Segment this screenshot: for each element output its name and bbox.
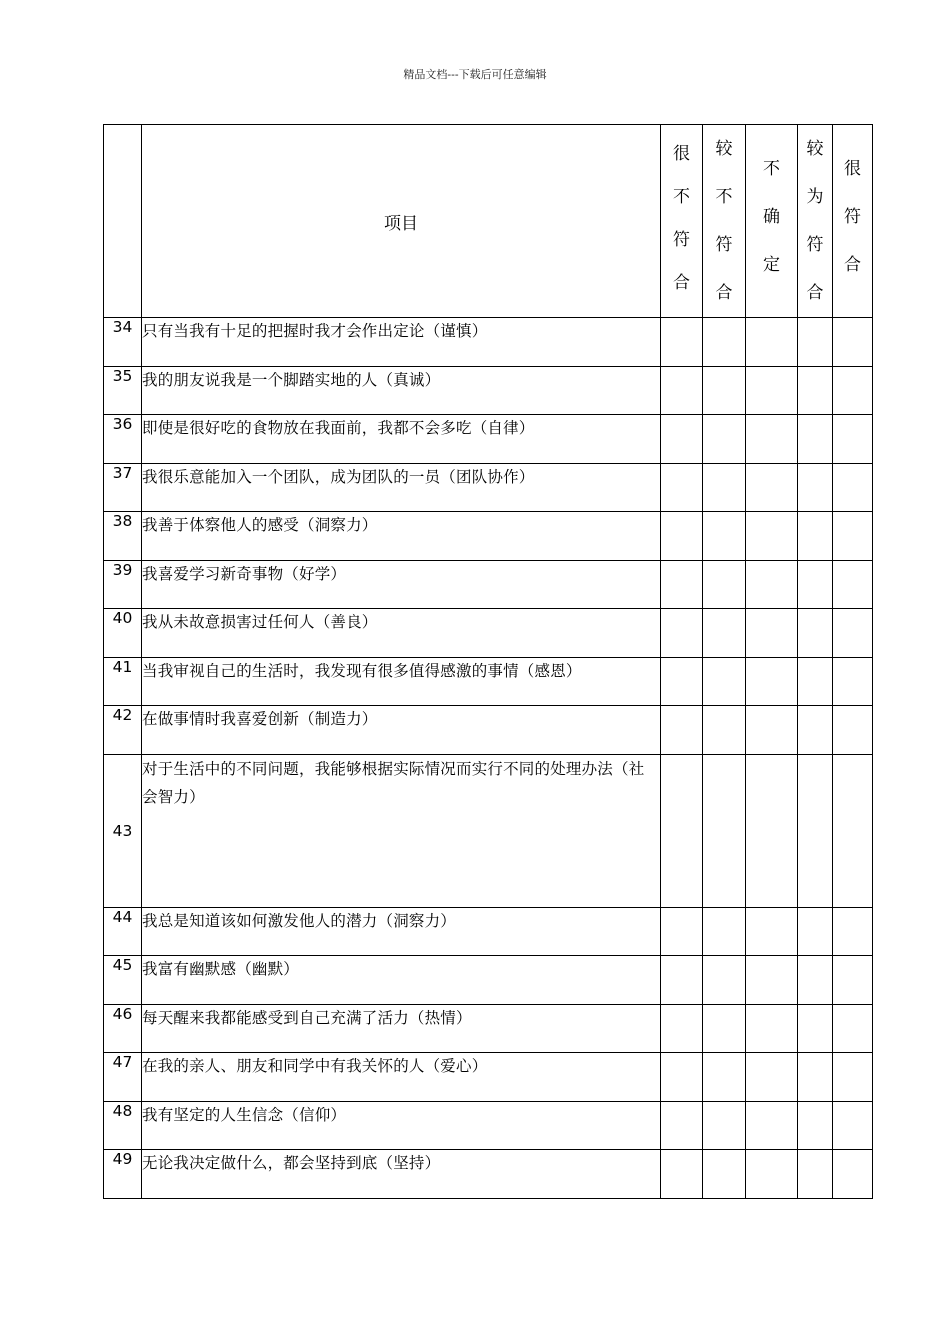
answer-cell-very-consistent[interactable] [833,415,873,464]
answer-cell-very-consistent[interactable] [833,609,873,658]
answer-cell-very-inconsistent[interactable] [661,657,703,706]
question-number: 47 [104,1053,142,1102]
table-row [104,560,873,609]
table-row [104,609,873,658]
answer-cell-uncertain[interactable] [746,956,798,1005]
scale-header-somewhat-inconsistent [703,125,746,318]
table-row [104,754,873,907]
answer-cell-very-inconsistent[interactable] [661,1150,703,1199]
number-header-cell [104,125,142,318]
scale-char: 较 [806,139,824,159]
answer-cell-very-consistent[interactable] [833,366,873,415]
answer-cell-uncertain[interactable] [746,1101,798,1150]
answer-cell-somewhat-consistent[interactable] [798,754,833,907]
question-number: 44 [104,907,142,956]
answer-cell-very-inconsistent[interactable] [661,318,703,367]
answer-cell-very-inconsistent[interactable] [661,1053,703,1102]
answer-cell-very-consistent[interactable] [833,754,873,907]
page-header: 精品文档---下载后可任意编辑 [403,68,547,81]
question-text: 我从未故意损害过任何人（善良） [142,609,661,658]
answer-cell-somewhat-consistent[interactable] [798,463,833,512]
answer-cell-uncertain[interactable] [746,706,798,755]
question-text: 当我审视自己的生活时，我发现有很多值得感激的事情（感恩） [142,657,661,706]
answer-cell-somewhat-inconsistent[interactable] [703,560,746,609]
question-number: 34 [104,318,142,367]
answer-cell-somewhat-inconsistent[interactable] [703,318,746,367]
answer-cell-somewhat-inconsistent[interactable] [703,754,746,907]
answer-cell-somewhat-inconsistent[interactable] [703,907,746,956]
scale-char: 为 [806,187,824,207]
scale-char: 很 [673,144,690,164]
answer-cell-uncertain[interactable] [746,657,798,706]
answer-cell-very-inconsistent[interactable] [661,366,703,415]
question-text: 在做事情时我喜爱创新（制造力） [142,706,661,755]
scale-char: 合 [806,283,824,303]
table-row [104,1101,873,1150]
question-number: 43 [104,754,142,907]
answer-cell-uncertain[interactable] [746,1053,798,1102]
answer-cell-somewhat-consistent[interactable] [798,1053,833,1102]
answer-cell-very-inconsistent[interactable] [661,706,703,755]
table-header-row [104,125,873,318]
question-text: 每天醒来我都能感受到自己充满了活力（热情） [142,1004,661,1053]
answer-cell-somewhat-consistent[interactable] [798,512,833,561]
question-text: 我总是知道该如何激发他人的潜力（洞察力） [142,907,661,956]
answer-cell-uncertain[interactable] [746,318,798,367]
table-row [104,366,873,415]
scale-char: 较 [715,139,733,159]
table-row [104,1053,873,1102]
question-text: 无论我决定做什么，都会坚持到底（坚持） [142,1150,661,1199]
scale-char: 不 [763,159,780,179]
answer-cell-somewhat-inconsistent[interactable] [703,1150,746,1199]
answer-cell-very-consistent[interactable] [833,657,873,706]
table-row [104,1004,873,1053]
question-text: 我善于体察他人的感受（洞察力） [142,512,661,561]
answer-cell-very-inconsistent[interactable] [661,512,703,561]
question-number: 39 [104,560,142,609]
answer-cell-very-consistent[interactable] [833,907,873,956]
scale-header-very-consistent [833,125,873,318]
table-row [104,512,873,561]
answer-cell-very-consistent[interactable] [833,512,873,561]
answer-cell-somewhat-consistent[interactable] [798,1004,833,1053]
scale-char: 确 [763,207,780,227]
table-row [104,657,873,706]
question-text: 我有坚定的人生信念（信仰） [142,1101,661,1150]
question-text: 我喜爱学习新奇事物（好学） [142,560,661,609]
item-header: 项目 [142,125,661,318]
answer-cell-very-inconsistent[interactable] [661,560,703,609]
scale-char: 不 [673,187,690,207]
question-text: 我很乐意能加入一个团队，成为团队的一员（团队协作） [142,463,661,512]
question-number: 36 [104,415,142,464]
answer-cell-very-inconsistent[interactable] [661,1004,703,1053]
answer-cell-very-inconsistent[interactable] [661,1101,703,1150]
question-number: 49 [104,1150,142,1199]
answer-cell-very-inconsistent[interactable] [661,956,703,1005]
answer-cell-somewhat-inconsistent[interactable] [703,366,746,415]
answer-cell-very-inconsistent[interactable] [661,463,703,512]
question-number: 35 [104,366,142,415]
answer-cell-very-inconsistent[interactable] [661,907,703,956]
answer-cell-somewhat-consistent[interactable] [798,318,833,367]
table-row [104,956,873,1005]
answer-cell-somewhat-inconsistent[interactable] [703,415,746,464]
scale-header-somewhat-consistent [798,125,833,318]
table-row [104,1150,873,1199]
answer-cell-somewhat-inconsistent[interactable] [703,1004,746,1053]
answer-cell-somewhat-inconsistent[interactable] [703,956,746,1005]
answer-cell-very-consistent[interactable] [833,956,873,1005]
answer-cell-somewhat-consistent[interactable] [798,907,833,956]
question-number: 41 [104,657,142,706]
answer-cell-very-consistent[interactable] [833,1150,873,1199]
answer-cell-uncertain[interactable] [746,907,798,956]
scale-char: 很 [844,159,861,179]
answer-cell-uncertain[interactable] [746,1150,798,1199]
answer-cell-very-consistent[interactable] [833,1053,873,1102]
scale-char: 合 [715,283,733,303]
scale-char: 符 [844,207,861,227]
question-text: 我的朋友说我是一个脚踏实地的人（真诚） [142,366,661,415]
scale-header-very-inconsistent [661,125,703,318]
question-number: 37 [104,463,142,512]
answer-cell-very-consistent[interactable] [833,463,873,512]
answer-cell-somewhat-inconsistent[interactable] [703,463,746,512]
answer-cell-uncertain[interactable] [746,609,798,658]
answer-cell-somewhat-consistent[interactable] [798,706,833,755]
scale-char: 合 [844,255,861,275]
survey-table [103,124,873,1199]
answer-cell-somewhat-inconsistent[interactable] [703,609,746,658]
table-row [104,907,873,956]
question-text: 对于生活中的不同问题，我能够根据实际情况而实行不同的处理办法（社会智力） [142,754,661,907]
scale-char: 符 [806,235,824,255]
answer-cell-very-consistent[interactable] [833,1004,873,1053]
question-number: 38 [104,512,142,561]
scale-header-uncertain [746,125,798,318]
answer-cell-somewhat-consistent[interactable] [798,609,833,658]
table-row [104,318,873,367]
answer-cell-somewhat-consistent[interactable] [798,1150,833,1199]
answer-cell-somewhat-inconsistent[interactable] [703,512,746,561]
answer-cell-somewhat-consistent[interactable] [798,415,833,464]
answer-cell-uncertain[interactable] [746,512,798,561]
answer-cell-very-inconsistent[interactable] [661,754,703,907]
answer-cell-uncertain[interactable] [746,415,798,464]
answer-cell-uncertain[interactable] [746,754,798,907]
scale-char: 不 [715,187,733,207]
question-text: 即使是很好吃的食物放在我面前，我都不会多吃（自律） [142,415,661,464]
scale-char: 合 [673,273,690,293]
answer-cell-somewhat-inconsistent[interactable] [703,657,746,706]
answer-cell-uncertain[interactable] [746,463,798,512]
answer-cell-very-inconsistent[interactable] [661,609,703,658]
question-number: 42 [104,706,142,755]
question-text: 我富有幽默感（幽默） [142,956,661,1005]
answer-cell-somewhat-consistent[interactable] [798,657,833,706]
answer-cell-somewhat-consistent[interactable] [798,366,833,415]
scale-char: 符 [673,230,690,250]
table-row [104,463,873,512]
answer-cell-uncertain[interactable] [746,366,798,415]
question-number: 46 [104,1004,142,1053]
scale-char: 符 [715,235,733,255]
scale-char: 定 [763,255,780,275]
answer-cell-very-inconsistent[interactable] [661,415,703,464]
answer-cell-somewhat-consistent[interactable] [798,560,833,609]
answer-cell-very-consistent[interactable] [833,318,873,367]
question-text: 只有当我有十足的把握时我才会作出定论（谨慎） [142,318,661,367]
question-number: 48 [104,1101,142,1150]
answer-cell-very-consistent[interactable] [833,560,873,609]
answer-cell-somewhat-consistent[interactable] [798,1101,833,1150]
answer-cell-very-consistent[interactable] [833,1101,873,1150]
answer-cell-very-consistent[interactable] [833,706,873,755]
question-number: 40 [104,609,142,658]
answer-cell-uncertain[interactable] [746,1004,798,1053]
answer-cell-somewhat-consistent[interactable] [798,956,833,1005]
question-number: 45 [104,956,142,1005]
answer-cell-uncertain[interactable] [746,560,798,609]
question-text: 在我的亲人、朋友和同学中有我关怀的人（爱心） [142,1053,661,1102]
answer-cell-somewhat-inconsistent[interactable] [703,1101,746,1150]
answer-cell-somewhat-inconsistent[interactable] [703,1053,746,1102]
table-row [104,706,873,755]
table-row [104,415,873,464]
answer-cell-somewhat-inconsistent[interactable] [703,706,746,755]
